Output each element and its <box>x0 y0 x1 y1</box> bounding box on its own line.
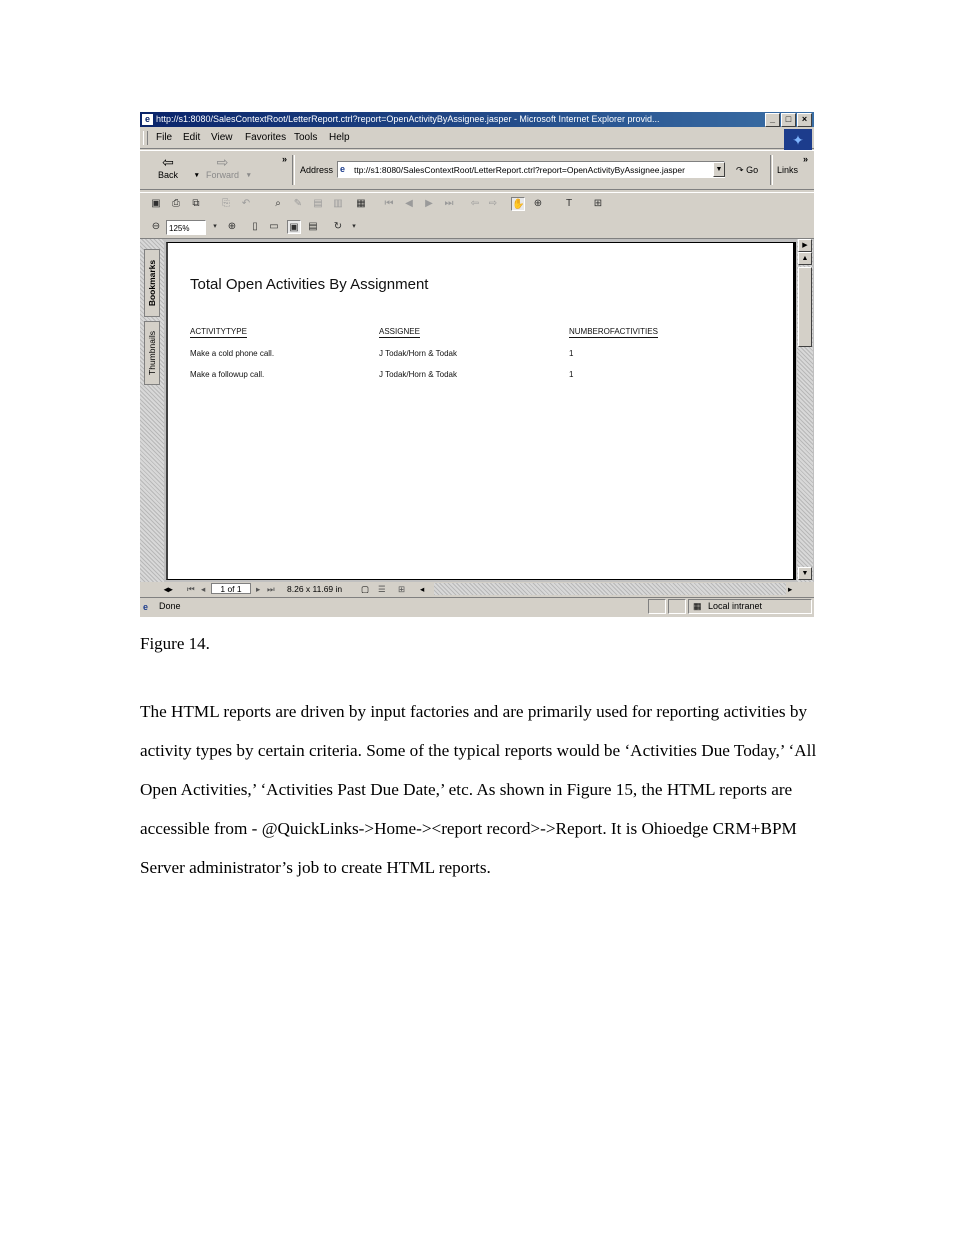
show-hide-navigation-icon[interactable]: ▦ <box>356 198 366 209</box>
go-label: Go <box>746 165 759 175</box>
forward-dropdown-icon[interactable]: ▾ <box>247 172 251 179</box>
prev-highlight-icon[interactable]: ▤ <box>313 198 323 209</box>
done-page-icon: e <box>143 602 149 612</box>
zone-text: Local intranet <box>708 601 763 611</box>
previous-page-icon[interactable]: ◀ <box>405 198 413 209</box>
figure-caption: Figure 14. <box>140 634 210 653</box>
menu-tools[interactable]: Tools <box>294 132 318 143</box>
print-icon[interactable]: ⎙ <box>172 198 180 209</box>
menu-help[interactable]: Help <box>329 132 350 143</box>
text-select-icon[interactable]: T <box>565 198 573 209</box>
close-button[interactable]: × <box>797 113 812 127</box>
page-size-text: 8.26 x 11.69 in <box>287 584 343 594</box>
column-header-numberofactivities: NUMBEROFACTIVITIES <box>569 327 658 336</box>
status-next-page-icon[interactable]: ▸ <box>256 584 261 594</box>
window-titlebar <box>140 112 814 127</box>
report-title: Total Open Activities By Assignment <box>190 276 429 293</box>
table-cell-count: 1 <box>569 370 574 379</box>
status-last-page-icon[interactable]: ⏭ <box>267 584 275 594</box>
table-cell-activity: Make a cold phone call. <box>190 349 275 358</box>
forward-button[interactable] <box>206 154 239 180</box>
single-page-icon[interactable]: ▢ <box>361 584 370 594</box>
search-icon[interactable]: ✎ <box>293 198 303 209</box>
rotate-view-icon[interactable]: ↻ <box>333 221 343 232</box>
zoom-in-icon[interactable]: ⊕ <box>227 221 237 232</box>
links-button[interactable]: Links <box>777 165 799 175</box>
undo-icon[interactable]: ↶ <box>241 198 251 209</box>
tab-thumbnails[interactable] <box>144 321 160 385</box>
fit-visible-icon[interactable]: ▤ <box>308 221 318 232</box>
last-page-icon[interactable]: ⏭ <box>444 198 454 209</box>
links-chevron-icon[interactable]: » <box>803 154 809 164</box>
menu-bar <box>140 128 814 149</box>
standard-toolbar <box>140 150 814 190</box>
address-dropdown-icon[interactable]: ▼ <box>713 162 725 177</box>
status-text: Done <box>159 601 181 611</box>
menu-file[interactable]: File <box>156 132 173 143</box>
go-forward-view-icon[interactable]: ⇨ <box>488 198 498 209</box>
table-cell-count: 1 <box>569 349 574 358</box>
forward-label: Forward <box>206 170 240 180</box>
facing-pages-icon[interactable]: ⊞ <box>398 584 406 594</box>
toolbar-separator <box>770 155 773 185</box>
tab-thumbnails-label: Thumbnails <box>147 331 157 375</box>
navigation-pane <box>140 239 164 582</box>
save-icon[interactable]: ▣ <box>151 198 161 209</box>
menu-view[interactable]: View <box>211 132 233 143</box>
fit-width-icon[interactable]: ▣ <box>287 220 301 234</box>
column-header-activitytype: ACTIVITYTYPE <box>190 327 247 336</box>
ie-status-bar <box>140 597 814 616</box>
table-cell-assignee: J Todak/Horn & Todak <box>379 370 457 379</box>
hscroll-left-icon[interactable]: ◂ <box>420 584 425 594</box>
first-page-icon[interactable]: ⏮ <box>384 198 394 209</box>
graphics-select-icon[interactable]: ⊞ <box>593 198 603 209</box>
forward-arrow-icon: ⇨ <box>216 154 229 170</box>
pdf-viewer <box>140 239 814 596</box>
column-header-assignee: ASSIGNEE <box>379 327 420 336</box>
hscroll-right-icon[interactable]: ▸ <box>788 584 793 594</box>
continuous-page-icon[interactable]: ☰ <box>378 584 386 594</box>
ie-page-icon: e <box>142 114 153 125</box>
status-panel <box>668 599 686 614</box>
back-arrow-icon: ⇦ <box>162 154 174 170</box>
intranet-icon: ▦ <box>693 601 702 611</box>
email-icon[interactable]: ⧉ <box>192 198 200 209</box>
window-title: http://s1:8080/SalesContextRoot/LetterReport.ctrl?report=OpenActivityByAssignee.jasper - Microsoft Internet Explorer provid... <box>156 114 660 124</box>
toolbar-separator <box>292 155 295 185</box>
back-button[interactable] <box>158 154 178 180</box>
status-prev-page-icon[interactable]: ◂ <box>201 584 206 594</box>
actual-size-icon[interactable]: ▯ <box>252 221 258 232</box>
find-icon[interactable]: ⌕ <box>275 198 281 209</box>
acrobat-toolbar-top <box>140 192 814 215</box>
scroll-next-page-icon[interactable]: ▶ <box>798 239 812 252</box>
address-label: Address <box>300 165 334 175</box>
page-number-field[interactable]: 1 of 1 <box>211 583 251 594</box>
copy-icon[interactable]: ⎘ <box>222 198 230 209</box>
menu-favorites[interactable]: Favorites <box>245 132 287 143</box>
status-panel <box>648 599 666 614</box>
tab-bookmarks-label: Bookmarks <box>147 259 157 307</box>
table-cell-assignee: J Todak/Horn & Todak <box>379 349 457 358</box>
zoom-dropdown-icon[interactable]: ▾ <box>213 223 217 230</box>
table-cell-activity: Make a followup call. <box>190 370 265 379</box>
scroll-up-icon[interactable]: ▲ <box>798 252 812 265</box>
scroll-down-icon[interactable]: ▼ <box>798 567 812 580</box>
zoom-input[interactable]: 125% <box>166 220 206 235</box>
toolbar-chevron-icon[interactable]: » <box>282 154 288 164</box>
go-back-view-icon[interactable]: ⇦ <box>470 198 480 209</box>
next-page-icon[interactable]: ▶ <box>425 198 433 209</box>
next-highlight-icon[interactable]: ▥ <box>333 198 343 209</box>
fit-page-icon[interactable]: ▭ <box>269 221 279 232</box>
vertical-scrollbar[interactable] <box>797 239 813 582</box>
browser-window-screenshot <box>140 112 814 617</box>
ie-throbber-icon: ✦ <box>784 129 812 151</box>
body-paragraph: The HTML reports are driven by input factories and are primarily used for reporting activities by activity types by certain criteria. Some of the typical reports would be ‘Activities Due Today,’ ‘All Open Activities,’ ‘Activities Past Due Date,’ etc. As shown in Figure 15, the HTML reports are accessible from - @QuickLinks->Home-><report record>->Report. It is Ohioedge CRM+BPM Server administrator’s job to create HTML reports. <box>140 702 817 877</box>
go-arrow-icon: ↷ <box>736 165 744 175</box>
acrobat-status-row <box>140 582 814 596</box>
status-first-page-icon[interactable]: ⏮ <box>187 584 195 594</box>
back-label: Back <box>158 170 179 180</box>
page-icon: e <box>340 164 346 174</box>
scroll-thumb[interactable] <box>798 267 812 347</box>
zoom-tool-icon[interactable]: ⊕ <box>533 198 543 209</box>
minimize-button[interactable]: _ <box>765 113 780 127</box>
rotate-dropdown-icon[interactable]: ▾ <box>352 223 356 230</box>
horizontal-scrollbar-track[interactable] <box>434 583 786 595</box>
window-controls <box>764 113 812 126</box>
status-toggle-icon[interactable]: ◂▸ <box>164 584 173 594</box>
tab-bookmarks[interactable] <box>144 249 160 317</box>
zoom-out-icon[interactable]: ⊖ <box>151 221 161 232</box>
acrobat-toolbar-bottom <box>140 216 814 239</box>
pdf-page <box>166 242 796 580</box>
maximize-button[interactable]: □ <box>781 113 796 127</box>
menu-edit[interactable]: Edit <box>183 132 201 143</box>
toolbar-grip <box>143 131 148 145</box>
back-dropdown-icon[interactable]: ▾ <box>195 172 199 179</box>
address-input[interactable] <box>337 161 725 178</box>
address-value: ttp://s1:8080/SalesContextRoot/LetterReport.ctrl?report=OpenActivityByAssignee.jasper <box>354 165 685 175</box>
go-button[interactable] <box>736 165 758 176</box>
hand-tool-icon[interactable]: ✋ <box>512 199 525 210</box>
